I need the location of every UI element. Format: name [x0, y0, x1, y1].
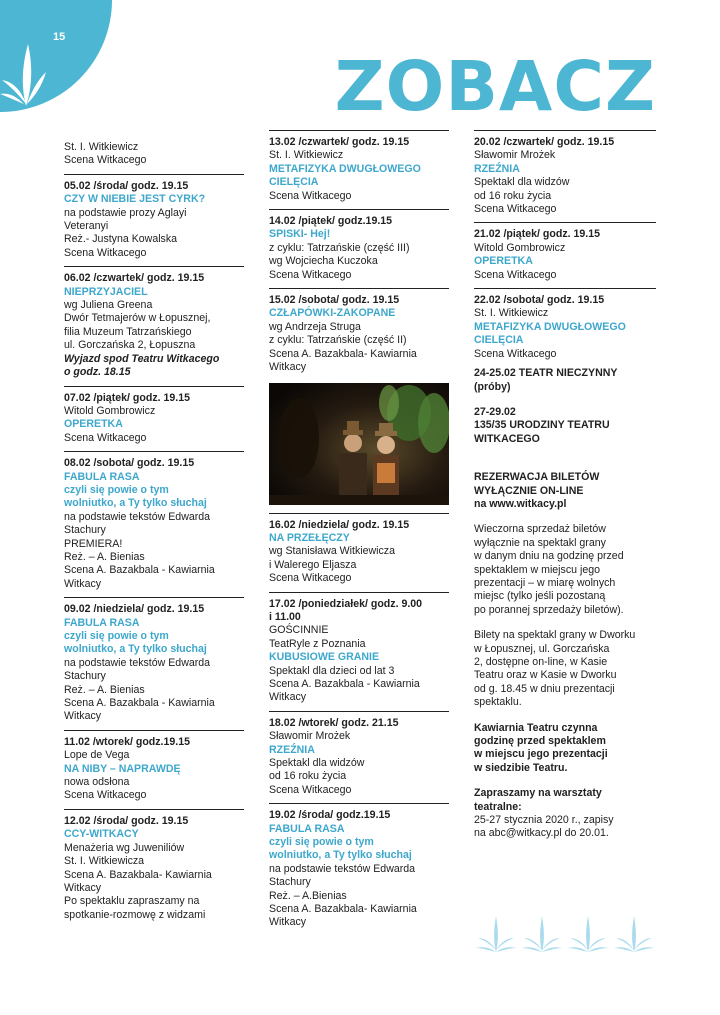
event-date: 14.02 /piątek/ godz.19.15 — [269, 215, 393, 228]
page-heading: ZOBACZ — [334, 47, 656, 127]
event-title: SPISKI- Hej! — [269, 228, 331, 241]
info-note — [474, 406, 656, 446]
event-detail: prezentacji – w miarę wolnych — [474, 576, 616, 589]
event-detail: o godz. 18.15 — [64, 366, 131, 379]
event-title: CIELĘCIA — [474, 334, 524, 347]
event-detail: spotkanie-rozmowę z widzami — [64, 908, 206, 921]
event-detail: spektaklem w miejscu jego — [474, 563, 600, 576]
event-date: teatralne: — [474, 800, 522, 813]
event-detail: filia Muzeum Tatrzańskiego — [64, 325, 192, 338]
event-detail: Spektakl dla dzieci od lat 3 — [269, 664, 395, 677]
event-detail: spektaklu. — [474, 696, 522, 709]
event-detail: St. I. Witkiewicz — [269, 149, 344, 162]
event-date: 11.02 /wtorek/ godz.19.15 — [64, 735, 191, 748]
event-date: 27-29.02 — [474, 405, 516, 418]
event-title: FABULA RASA — [64, 470, 140, 483]
column-1 — [64, 134, 244, 928]
event-title: wolniutko, a Ty tylko słuchaj — [269, 849, 412, 862]
event-detail: wg Wojciecha Kuczoka — [269, 255, 378, 268]
event-item — [269, 711, 449, 803]
event-detail: Witold Gombrowicz — [64, 404, 156, 417]
event-detail: na abc@witkacy.pl do 20.01. — [474, 827, 609, 840]
event-item — [269, 288, 449, 380]
page-number: 15 — [53, 31, 66, 43]
event-detail: Teatru oraz w Kasie w Dworku — [474, 669, 617, 682]
event-detail: Scena Witkacego — [269, 783, 352, 796]
event-detail: St. I. Witkiewicza — [64, 855, 145, 868]
event-detail: od g. 18.45 w dniu prezentacji — [474, 682, 615, 695]
event-detail: Spektakl dla widzów — [269, 757, 365, 769]
event-detail: z cyklu: Tatrzańskie (część II) — [269, 334, 407, 347]
event-detail: Po spektaklu zapraszamy na — [64, 895, 200, 908]
event-detail: 25-27 stycznia 2020 r., zapisy — [474, 814, 614, 827]
event-title: METAFIZYKA DWUGŁOWEGO — [269, 162, 421, 175]
event-detail: St. I. Witkiewicz — [474, 307, 549, 320]
event-detail: Scena Witkacego — [474, 347, 557, 360]
event-detail: Scena A. Bazakbala- Kawiarnia — [269, 347, 417, 360]
event-date: w siedzibie Teatru. — [474, 761, 568, 774]
info-notes — [474, 367, 656, 841]
event-item — [269, 513, 449, 592]
event-detail: TeatRyle z Poznania — [269, 637, 366, 650]
event-title: CIELĘCIA — [269, 176, 319, 189]
event-date: 24-25.02 TEATR NIECZYNNY — [474, 367, 618, 380]
event-item — [64, 174, 244, 266]
event-date: w miejscu jego prezentacji — [474, 748, 608, 761]
event-detail: wg Andrzeja Struga — [269, 320, 361, 333]
event-title: KUBUSIOWE GRANIE — [269, 651, 380, 664]
event-detail: Dwór Tetmajerów w Łopusznej, — [64, 312, 211, 325]
event-detail: PREMIERA! — [64, 537, 123, 550]
event-date: 22.02 /sobota/ godz. 19.15 — [474, 294, 605, 307]
event-detail: na podstawie prozy Aglayi — [64, 206, 187, 219]
event-date: 20.02 /czwartek/ godz. 19.15 — [474, 136, 615, 148]
event-date: 13.02 /czwartek/ godz. 19.15 — [269, 136, 410, 148]
event-detail: 2, dostępne on-line, w Kasie — [474, 656, 608, 668]
event-detail: Witkacy — [64, 710, 102, 723]
event-detail: wg Juliena Greena — [64, 299, 153, 312]
event-detail: Scena Witkacego — [269, 572, 352, 585]
event-detail: Scena Witkacego — [269, 189, 352, 202]
event-title: NA NIBY – NAPRAWDĘ — [64, 762, 181, 775]
event-date: 18.02 /wtorek/ godz. 21.15 — [269, 716, 399, 729]
event-detail: GOŚCINNIE — [269, 624, 329, 637]
event-title: OPERETKA — [64, 418, 123, 431]
event-detail: Scena Witkacego — [474, 268, 557, 281]
event-list — [474, 130, 656, 367]
event-detail: i Walerego Eljasza — [269, 558, 357, 571]
event-title: czyli się powie o tym — [269, 836, 374, 849]
event-detail: Scena A. Bazakbala - Kawiarnia — [64, 697, 215, 710]
event-detail: Scena Witkacego — [474, 203, 557, 216]
event-item — [64, 809, 244, 928]
event-title: NA PRZEŁĘCZY — [269, 531, 350, 544]
event-date: na www.witkacy.pl — [474, 497, 567, 510]
event-date: 21.02 /piątek/ godz. 19.15 — [474, 228, 601, 241]
event-detail: Scena A. Bazakbala - Kawiarnia — [64, 564, 215, 577]
event-detail: Spektakl dla widzów — [474, 176, 570, 189]
event-title: CZY W NIEBIE JEST CYRK? — [64, 193, 206, 206]
event-detail: Scena Witkacego — [64, 789, 147, 802]
event-item — [269, 803, 449, 936]
event-item — [474, 222, 656, 288]
event-date: 16.02 /niedziela/ godz. 19.15 — [269, 518, 410, 531]
event-detail: Wieczorna sprzedaż biletów — [474, 523, 606, 536]
event-detail: Scena Witkacego — [64, 154, 147, 167]
event-date: Zapraszamy na warsztaty — [474, 787, 602, 800]
event-date: 15.02 /sobota/ godz. 19.15 — [269, 294, 400, 307]
event-detail: miejsc (tylko jeśli pozostaną — [474, 590, 606, 603]
stage-photo — [269, 383, 449, 505]
event-title: czyli się powie o tym — [64, 483, 169, 496]
event-date: WYŁĄCZNIE ON-LINE — [474, 484, 584, 497]
event-title: CZŁAPÓWKI-ZAKOPANE — [269, 307, 396, 320]
event-detail: z cyklu: Tatrzańskie (część III) — [269, 241, 410, 254]
info-note — [474, 722, 656, 776]
event-item — [269, 592, 449, 711]
event-detail: Stachury — [64, 670, 106, 683]
event-title: wolniutko, a Ty tylko słuchaj — [64, 643, 207, 656]
event-item — [64, 730, 244, 809]
event-item — [64, 451, 244, 597]
event-date: 135/35 URODZINY TEATRU — [474, 419, 610, 432]
event-detail: na podstawie tekstów Edwarda — [64, 510, 211, 523]
event-detail: Witkacy — [269, 916, 307, 929]
event-detail: Reż. – A.Bienias — [269, 889, 347, 902]
event-title: FABULA RASA — [269, 822, 345, 835]
corner-leaf-decoration — [0, 0, 112, 112]
event-title: OPERETKA — [474, 255, 533, 268]
event-title: NIEPRZYJACIEL — [64, 285, 148, 298]
info-note — [474, 787, 656, 841]
event-detail: wg Stanisława Witkiewicza — [269, 545, 395, 558]
event-item — [64, 266, 244, 385]
event-date: 05.02 /środa/ godz. 19.15 — [64, 179, 189, 192]
event-detail: nowa odsłona — [64, 776, 130, 789]
event-detail: w Łopusznej, ul. Gorczańska — [474, 642, 610, 655]
event-detail: Witkacy — [64, 881, 102, 894]
event-detail: Scena A. Bazakbala- Kawiarnia — [64, 868, 212, 881]
event-detail: St. I. Witkiewicz — [64, 141, 139, 153]
event-item — [269, 130, 449, 209]
event-title: METAFIZYKA DWUGŁOWEGO — [474, 320, 626, 333]
plant-decoration — [474, 910, 656, 954]
event-detail: na podstawie tekstów Edwarda — [269, 862, 416, 875]
event-date: 09.02 /niedziela/ godz. 19.15 — [64, 603, 205, 616]
event-detail: Reż. – A. Bienias — [64, 550, 145, 563]
event-date: godzinę przed spektaklem — [474, 735, 606, 748]
event-date: Kawiarnia Teatru czynna — [474, 721, 598, 734]
event-title: RZEŹNIA — [474, 162, 520, 175]
event-detail: ul. Gorczańska 2, Łopuszna — [64, 339, 196, 352]
event-detail: Witold Gombrowicz — [474, 241, 566, 254]
column-3 — [474, 130, 656, 853]
event-detail: Scena Witkacego — [64, 431, 147, 444]
event-title: czyli się powie o tym — [64, 630, 169, 642]
event-detail: Witkacy — [269, 361, 307, 374]
event-detail: od 16 roku życia — [474, 189, 552, 202]
event-date: 19.02 /środa/ godz.19.15 — [269, 809, 391, 822]
event-title: RZEŹNIA — [269, 743, 315, 756]
event-detail: na podstawie tekstów Edwarda — [64, 656, 211, 669]
event-detail: po porannej sprzedaży biletów). — [474, 603, 624, 616]
event-item — [474, 130, 656, 222]
event-detail: Menażeria wg Juweniliów — [64, 841, 185, 854]
event-detail: Scena A. Bazakbala- Kawiarnia — [269, 903, 417, 916]
event-detail: w danym dniu na godzinę przed — [474, 550, 624, 563]
event-detail: Scena A. Bazakbala - Kawiarnia — [269, 677, 420, 690]
event-item — [64, 386, 244, 452]
event-detail: Reż. – A. Bienias — [64, 683, 145, 696]
event-item — [64, 597, 244, 730]
event-detail: wyłącznie na spektakl grany — [474, 536, 606, 549]
event-item — [64, 134, 244, 174]
event-detail: Veteranyi — [64, 220, 109, 233]
event-list-bottom — [269, 513, 449, 936]
event-detail: Wyjazd spod Teatru Witkacego — [64, 352, 220, 365]
event-item — [269, 209, 449, 288]
info-note — [474, 523, 656, 617]
event-title: wolniutko, a Ty tylko słuchaj — [64, 497, 207, 510]
event-detail: Reż.- Justyna Kowalska — [64, 233, 178, 246]
event-date: WITKACEGO — [474, 432, 540, 445]
event-date: 17.02 /poniedziałek/ godz. 9.00 — [269, 597, 423, 610]
event-detail: Lope de Vega — [64, 749, 130, 762]
event-date: (próby) — [474, 380, 511, 393]
event-list-top — [269, 130, 449, 381]
event-detail: Stachury — [64, 524, 106, 537]
info-note — [474, 458, 656, 511]
event-date: 06.02 /czwartek/ godz. 19.15 — [64, 272, 205, 285]
event-list — [64, 134, 244, 928]
event-date: i 11.00 — [269, 610, 301, 623]
event-detail — [474, 458, 656, 471]
info-note — [474, 367, 656, 394]
event-detail: Bilety na spektakl grany w Dworku — [474, 629, 636, 642]
event-detail: Sławomir Mrożek — [474, 149, 556, 162]
event-detail: Witkacy — [64, 577, 102, 590]
event-item — [474, 288, 656, 367]
event-detail: Sławomir Mrożek — [269, 730, 351, 743]
event-date: 07.02 /piątek/ godz. 19.15 — [64, 391, 191, 404]
event-detail: Witkacy — [269, 691, 307, 704]
event-detail: Scena Witkacego — [64, 246, 147, 259]
event-title: CCY-WITKACY — [64, 828, 139, 841]
event-date: 08.02 /sobota/ godz. 19.15 — [64, 457, 195, 470]
info-note — [474, 629, 656, 709]
event-date: REZERWACJA BILETÓW — [474, 471, 600, 484]
event-detail: Scena Witkacego — [269, 268, 352, 281]
event-title: FABULA RASA — [64, 616, 140, 629]
column-2 — [269, 130, 449, 936]
event-detail: Stachury — [269, 876, 311, 889]
event-detail: od 16 roku życia — [269, 770, 347, 783]
event-date: 12.02 /środa/ godz. 19.15 — [64, 814, 189, 827]
